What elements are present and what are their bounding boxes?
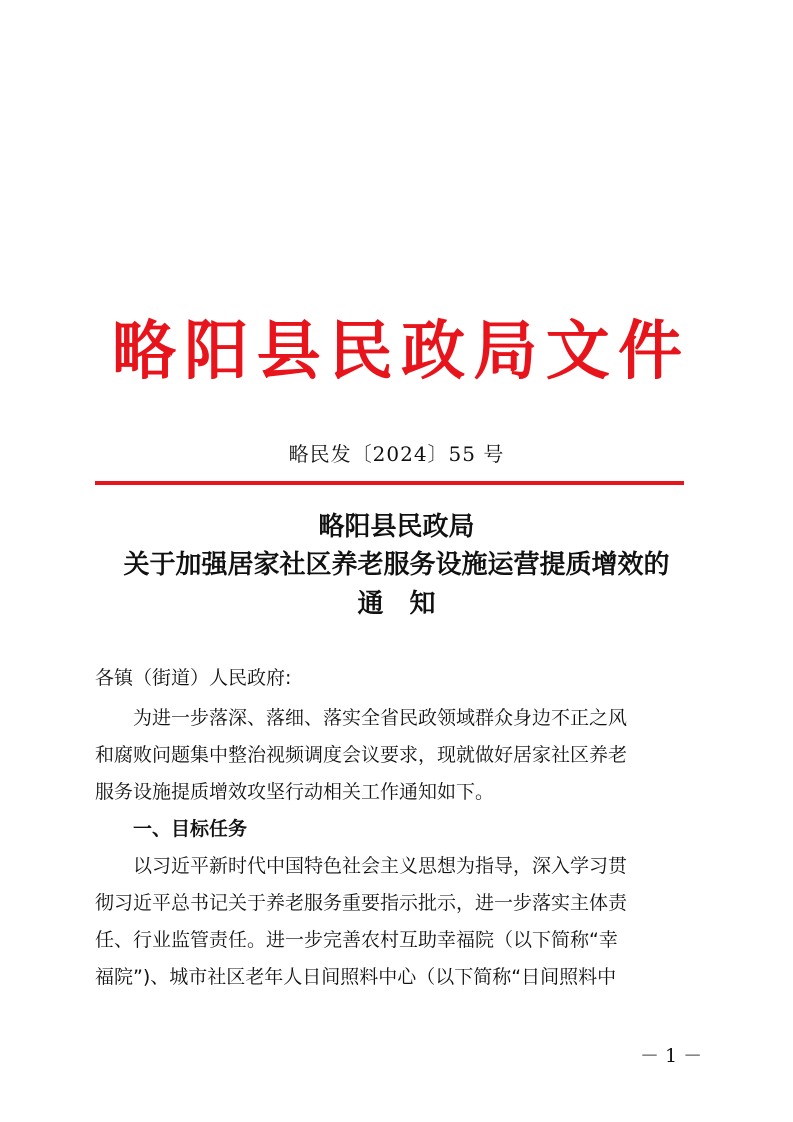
masthead-char: 阳 [184,315,249,389]
masthead-char: 县 [256,315,321,389]
paragraph-line: 彻习近平总书记关于养老服务重要指示批示，进一步落实主体责 [95,892,628,914]
document-number: 略民发〔2024〕55 号 [288,442,505,466]
section-heading: 一、目标任务 [133,818,248,840]
paragraph-line: 为进一步落深、落细、落实全省民政领域群众身边不正之风 [133,707,628,729]
masthead-char: 件 [617,315,682,389]
paragraph-line: 和腐败问题集中整治视频调度会议要求，现就做好居家社区养老 [95,744,628,766]
paragraph-line: 福院”)、城市社区老年人日间照料中心（以下简称“日间照料中 [95,966,617,988]
page-number: － 1 － [640,1045,703,1067]
red-divider-line [95,481,684,485]
paragraph-line: 服务设施提质增效攻坚行动相关工作通知如下。 [95,781,495,803]
title-doc-type: 通知 [357,589,462,619]
salutation: 各镇（街道）人民政府: [95,667,292,689]
masthead-char: 文 [545,315,610,389]
paragraph-line: 以习近平新时代中国特色社会主义思想为指导，深入学习贯 [133,855,628,877]
masthead-char: 政 [401,315,466,389]
title-subject: 关于加强居家社区养老服务设施运营提质增效的 [123,550,670,580]
masthead-char: 局 [473,315,538,389]
masthead-title [112,312,682,392]
title-issuer: 略阳县民政局 [318,512,475,542]
masthead-char: 略 [112,315,176,389]
paragraph-line: 任、行业监管责任。进一步完善农村互助幸福院（以下简称“幸 [95,929,618,951]
masthead-char: 民 [328,315,393,389]
